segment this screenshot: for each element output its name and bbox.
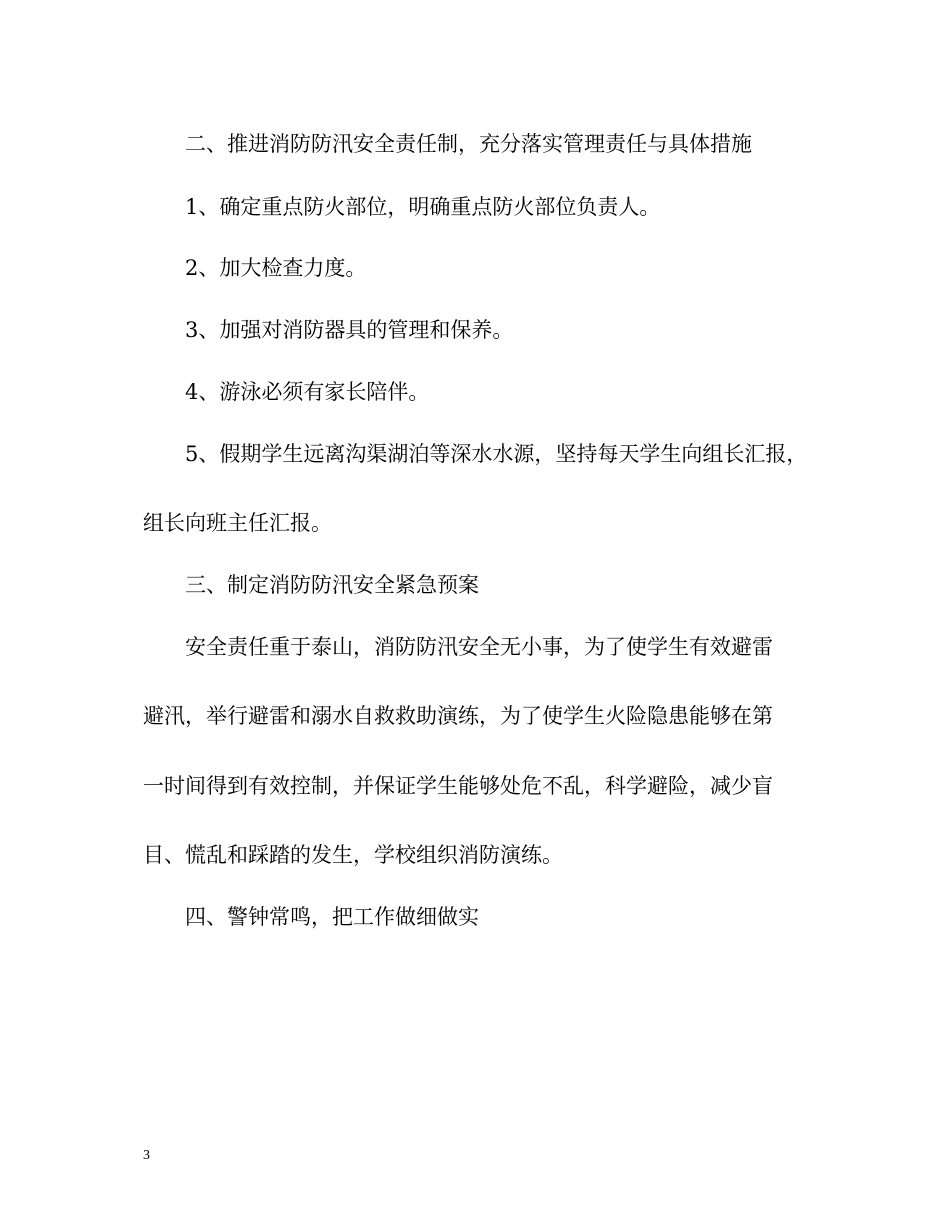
list-item-4: 4、游泳必须有家长陪伴。: [185, 380, 430, 404]
page-number: 3: [143, 1148, 150, 1163]
paragraph-line-4: 目、慌乱和踩踏的发生，学校组织消防演练。: [143, 843, 563, 867]
list-item-5-line-2: 组长向班主任汇报。: [143, 511, 332, 535]
section-heading-2: 二、推进消防防汛安全责任制，充分落实管理责任与具体措施: [185, 132, 752, 156]
list-item-2: 2、加大检查力度。: [185, 256, 367, 280]
paragraph-line-3: 一时间得到有效控制，并保证学生能够处危不乱，科学避险，减少盲: [143, 774, 773, 798]
section-heading-3: 三、制定消防防汛安全紧急预案: [185, 573, 479, 597]
paragraph-line-2: 避汛，举行避雷和溺水自救救助演练，为了使学生火险隐患能够在第: [143, 704, 773, 728]
list-item-5-line-1: 5、假期学生远离沟渠湖泊等深水水源，坚持每天学生向组长汇报，: [185, 442, 808, 466]
list-item-1: 1、确定重点防火部位，明确重点防火部位负责人。: [185, 195, 661, 219]
section-heading-4: 四、警钟常鸣，把工作做细做实: [185, 905, 479, 929]
list-item-3: 3、加强对消防器具的管理和保养。: [185, 318, 514, 342]
paragraph-line-1: 安全责任重于泰山，消防防汛安全无小事，为了使学生有效避雷: [185, 635, 773, 659]
